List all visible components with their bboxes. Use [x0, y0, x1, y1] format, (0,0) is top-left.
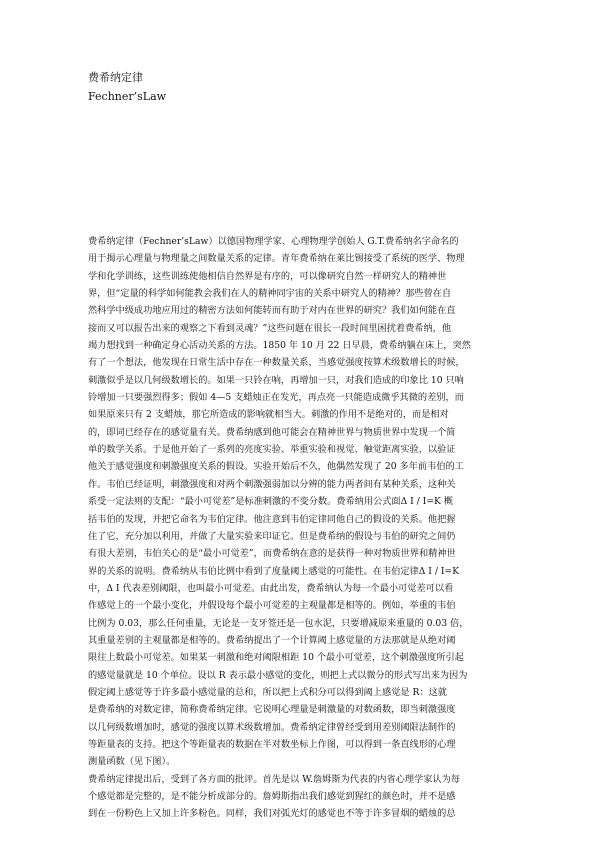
text-line: 以几何级数增加时，感觉的强度以算术级数增加。费希纳定律曾经受到用差别阈限法制作的	[88, 721, 456, 733]
text-line: 然科学中级成功地应用过的精密方法如何能转而有助于对内在世界的研究？我们如何能在直	[88, 305, 456, 317]
text-line: 作感觉上的一个最小变化，并假设每个最小可觉差的主观量都是相等的。例如，举重的韦伯	[88, 600, 456, 612]
text-line: 的，即词已经存在的感觉量有关。费希纳感到他可能会在精神世界与物质世界中发现一个简	[88, 426, 456, 438]
text-line: 单的数学关系。于是他开始了一系列的亮度实验、举重实验和视觉、触觉距离实验，以验证	[88, 444, 456, 456]
text-line: 费希纳定律（Fechner’sLaw）以德国物理学家、心理物理学创始人 G.T.费希纳名字命名的	[88, 236, 459, 247]
text-line: 系受一定法则的支配：“最小可觉差”是标准刺激的不变分数。费希纳用公式面Δ I / I=K 概	[88, 496, 453, 508]
text-line: 费希纳定律提出后，受到了各方面的批评。首先是以 W.詹姆斯为代表的内省心理学家认为每	[88, 773, 460, 785]
page-title: 费希纳定律	[88, 71, 143, 84]
text-line: 如果原来只有 2 支蜡烛，那它所造成的影响就相当大。刺激的作用不是绝对的，而是相对	[88, 409, 449, 421]
text-line: 到在一份粉色上又加上许多粉色。同样，我们对弧光灯的感觉也不等于许多冒烟的蜡烛的总	[88, 808, 456, 820]
text-line: 作。韦伯已经证明，刺激强度和对两个刺激强弱加以分辨的能力两者间有某种关系，这种关	[88, 478, 456, 490]
text-line: 括韦伯的发现，并把它命名为韦伯定律。他注意到韦伯定律同他自己的假设的关系。他把握	[88, 513, 456, 525]
text-line: 测量函数（见下图）。	[88, 756, 176, 768]
text-line: 中，Δ I 代表差别阈限，也叫最小可觉差。由此出发，费希纳认为每一个最小可觉差可以看	[88, 582, 454, 594]
text-line: 铃增加一只要强烈得多；假如 4—5 支蜡烛正在发光，再点亮一只能造成微乎其微的差别，而	[88, 392, 464, 404]
text-line: 他关于感觉强度和刺激强度关系的假设。实验开始后不久，他偶然发现了 20 多年前韦伯的工	[88, 461, 464, 473]
text-line: 等距量表的支持。把这个等距量表的数据在半对数坐标上作图，可以得到一条直线形的心理	[88, 738, 456, 750]
text-line: 学和化学训练，这些训练使他相信自然界是有序的，可以像研究自然一样研究人的精神世	[88, 270, 447, 282]
text-line: 是费希纳的对数定律，简称费希纳定律。它说明心理量是刺激量的对数函数，即当刺激强度	[88, 704, 456, 716]
text-line: 的感觉量就是 10 个单位。设以 R 表示最小感觉的变化，则把上式以微分的形式写出来为因为	[88, 669, 468, 681]
text-line: 比例为 0.03，那么任何重量，无论是一支牙签还是一包水泥，只要增减原来重量的 0.03 倍，	[88, 617, 469, 629]
text-line: 界的关系的说明。费希纳从韦伯比例中看到了度量阈上感觉的可能性。在韦伯定律Δ I / I=K	[88, 565, 460, 577]
paragraph-2	[88, 771, 512, 823]
paragraph-1	[88, 233, 512, 771]
text-line: 其重量差别的主观量都是相等的。费希纳提出了一个计算阈上感觉量的方法那就是从绝对阈	[88, 634, 456, 646]
text-line: 住了它，充分加以利用，并做了大量实验来印证它。但是费希纳的假设与韦伯的研究之间仍	[88, 530, 456, 542]
text-line: 用于揭示心理量与物理量之间数量关系的定律。青年费希纳在莱比锡接受了系统的医学、物理	[88, 253, 465, 265]
text-line: 接而又可以报告出来的观察之下看到灵魂？”这些问题在很长一段时间里困扰着费希纳，他	[88, 322, 452, 334]
text-line: 竭力想找到一种确定身心活动关系的方法。1850 年 10 月 22 日早晨，费希纳躺在床上，突然	[88, 340, 471, 352]
text-line: 个感觉都是完整的，是不能分析成部分的。詹姆斯指出我们感觉到猩红的颜色时，并不是感	[88, 791, 456, 802]
text-line: 刺激似乎是以几何级数增长的。如果一只铃在响，再增加一只，对我们造成的印象比 10 只响	[88, 374, 464, 386]
page-subtitle: Fechner’sLaw	[88, 90, 167, 103]
text-line: 假定阈上感觉等于许多最小感觉量的总和，所以把上式积分可以得到阈上感觉是 R：这就	[88, 686, 447, 698]
text-line: 界，但“定量的科学如何能教会我们在人的精神同宇宙的关系中研究人的精神？那些曾在自	[88, 288, 452, 300]
text-line: 有很大差别，韦伯关心的是“最小可觉差”，而费希纳在意的是获得一种对物质世界和精神世	[88, 548, 456, 560]
text-line: 有了一个想法，他发现在日常生活中存在一种数量关系，当感觉强度按算术级数增长的时候，	[88, 357, 465, 369]
article-body	[88, 233, 512, 823]
text-line: 限往上数最小可觉差。如果某一刺激和绝对阈限相距 10 个最小可觉差，这个刺激强度所引起	[88, 652, 464, 664]
